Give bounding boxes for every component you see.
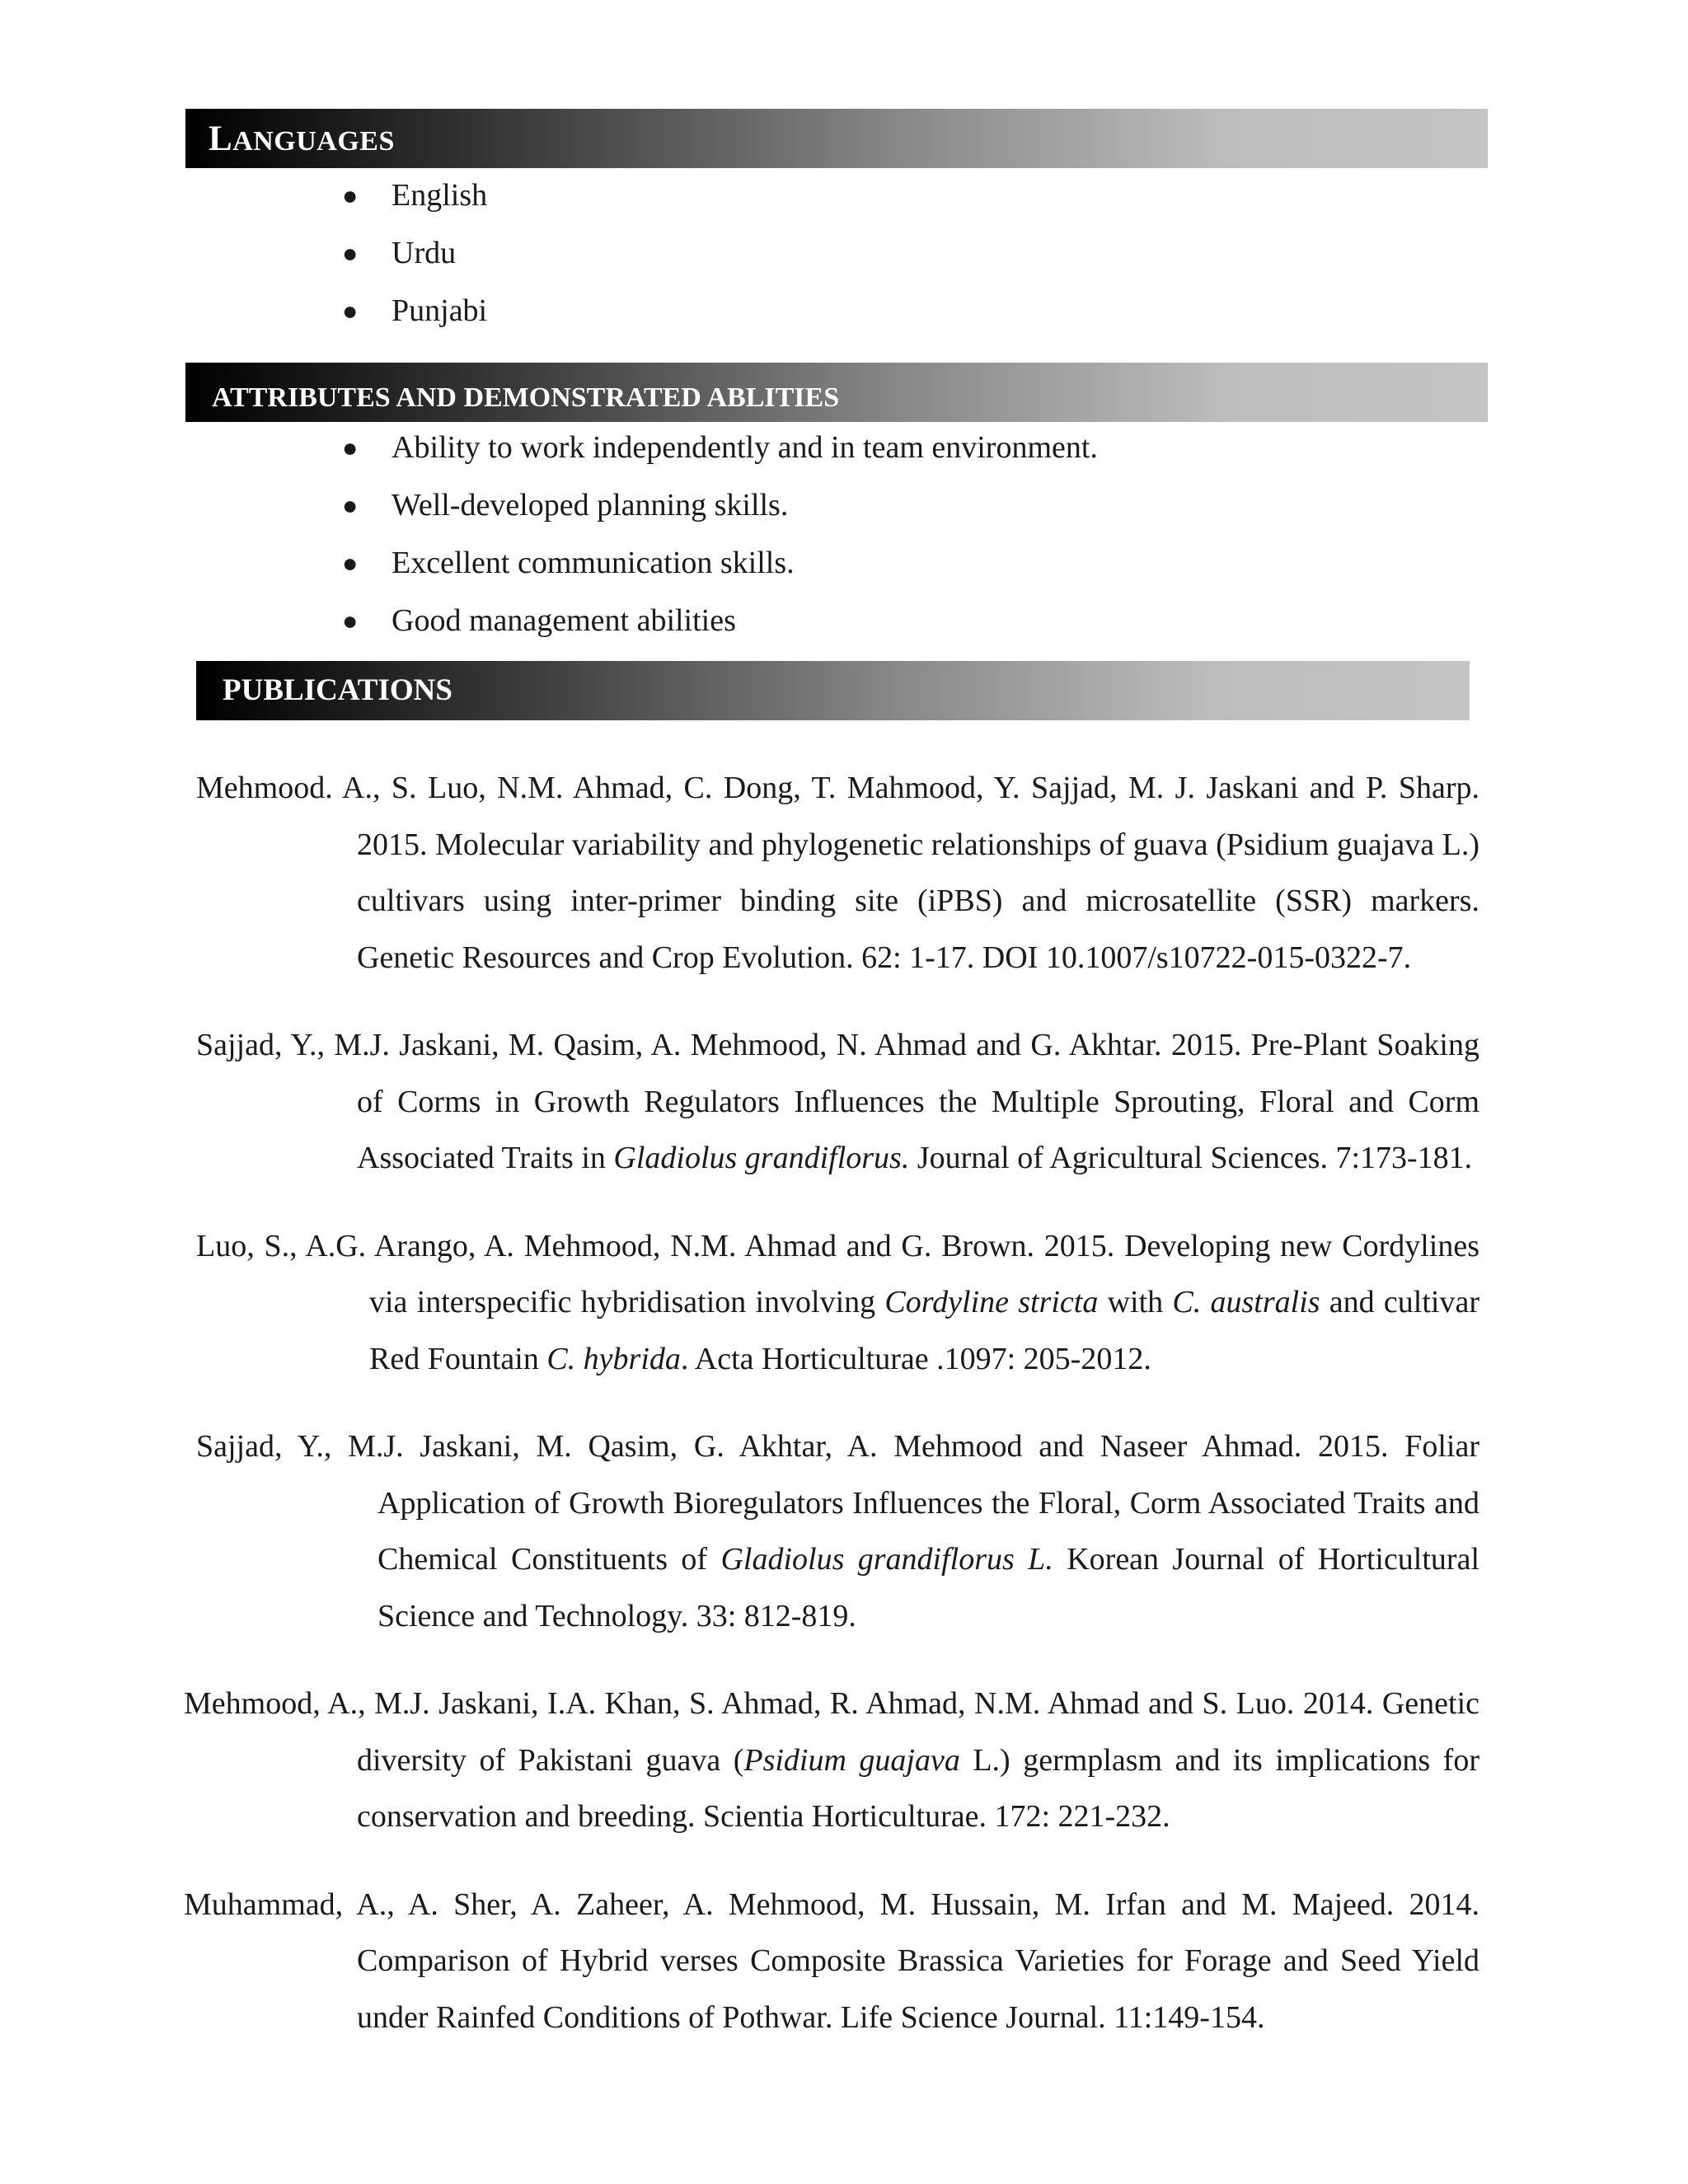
- attribute-text: Ability to work independently and in team environment.: [392, 430, 1098, 465]
- publication-text: L.) germplasm and its implications for conservation and breeding. Scientia Horticulturae. 172: 221-232.: [357, 1742, 1479, 1834]
- bullet-icon: ●: [342, 606, 359, 635]
- publication-text: . Acta Horticulturae .1097: 205-2012.: [680, 1341, 1151, 1376]
- species-name: Gladiolus grandiflorus.: [613, 1141, 910, 1175]
- publication-text: Sajjad, Y., M.J. Jaskani, M. Qasim, G. Akhtar, A. Mehmood and Naseer Ahmad. 2015. Foliar Application of Growth Bioregulators Influences the Floral, Corm Associated Traits and Chemical Constituents of: [196, 1429, 1479, 1577]
- list-item: [342, 476, 1098, 534]
- languages-list: [342, 166, 487, 340]
- language-name: Urdu: [392, 236, 457, 270]
- publications-title: PUBLICATIONS: [223, 673, 452, 707]
- languages-header: [185, 109, 1488, 168]
- list-item: [342, 224, 487, 282]
- publication-text: Mehmood. A., S. Luo, N.M. Ahmad, C. Dong, T. Mahmood, Y. Sajjad, M. J. Jaskani and P. Sharp. 2015. Molecular variability and phylogenetic relationships of guava (Psidium guajava L.) cultivars using inter-primer binding site (iPBS) and microsatellite (SSR) markers. Genetic Resources and Crop Evolution. 62: 1-17. DOI 10.1007/s10722-015-0322-7.: [196, 771, 1479, 975]
- bullet-icon: ●: [342, 238, 359, 268]
- list-item: [342, 592, 1098, 649]
- attribute-text: Well-developed planning skills.: [392, 488, 789, 523]
- publication-entry: [184, 1675, 1479, 1845]
- attributes-header: [185, 363, 1488, 422]
- languages-title-cap: L: [209, 120, 233, 158]
- species-name: Gladiolus grandiflorus L.: [720, 1542, 1053, 1577]
- species-name: Psidium guajava: [743, 1742, 960, 1778]
- species-name: Cordyline stricta: [884, 1285, 1099, 1319]
- bullet-icon: ●: [342, 180, 359, 210]
- publication-entry: [196, 760, 1479, 986]
- publications-list: [184, 729, 1480, 2046]
- list-item: [342, 534, 1098, 592]
- bullet-icon: ●: [342, 548, 359, 578]
- attribute-text: Excellent communication skills.: [392, 546, 795, 580]
- bullet-icon: ●: [342, 433, 359, 462]
- publication-text: Journal of Agricultural Sciences. 7:173-181.: [909, 1141, 1473, 1175]
- publications-header: [196, 661, 1470, 720]
- bullet-icon: ●: [342, 490, 359, 520]
- languages-title-rest: ANGUAGES: [232, 126, 395, 157]
- list-item: [342, 282, 487, 340]
- publication-entry: [196, 1218, 1479, 1388]
- language-name: Punjabi: [392, 293, 488, 328]
- species-name: C. hybrida: [546, 1341, 681, 1376]
- publication-entry: [184, 1877, 1479, 2046]
- publication-entry: [196, 1017, 1479, 1187]
- list-item: [342, 166, 487, 224]
- list-item: [342, 419, 1098, 476]
- language-name: English: [392, 178, 488, 213]
- publication-text: Mehmood, A., M.J. Jaskani, I.A. Khan, S. Ahmad, R. Ahmad, N.M. Ahmad and S. Luo. 2014. Genetic diversity of Pakistani guava (: [184, 1686, 1479, 1778]
- publication-text: Luo, S., A.G. Arango, A. Mehmood, N.M. Ahmad and G. Brown. 2015. Developing new Cordylines via interspecific hybridisation involving: [196, 1228, 1479, 1319]
- publication-entry: [196, 1418, 1480, 1644]
- publication-text: Sajjad, Y., M.J. Jaskani, M. Qasim, A. Mehmood, N. Ahmad and G. Akhtar. 2015. Pre-Plant Soaking of Corms in Growth Regulators Influences the Multiple Sprouting, Floral and Corm Associated Traits in: [196, 1028, 1479, 1175]
- attribute-text: Good management abilities: [392, 603, 736, 638]
- attributes-list: [342, 419, 1098, 649]
- publication-text: and cultivar Red Fountain: [369, 1285, 1479, 1376]
- attributes-title: ATTRIBUTES AND DEMONSTRATED ABLITIES: [212, 382, 840, 413]
- publication-text: Muhammad, A., A. Sher, A. Zaheer, A. Mehmood, M. Hussain, M. Irfan and M. Majeed. 2014. Comparison of Hybrid verses Composite Brassica Varieties for Forage and Seed Yield under Rainfed Conditions of Pothwar. Life Science Journal. 11:149-154.: [184, 1886, 1479, 2035]
- publication-text: Korean Journal of Horticultural Science and Technology. 33: 812-819.: [377, 1542, 1480, 1633]
- species-name: C. australis: [1172, 1285, 1320, 1319]
- languages-title: [209, 121, 395, 168]
- bullet-icon: ●: [342, 296, 359, 326]
- publication-text: with: [1098, 1285, 1173, 1319]
